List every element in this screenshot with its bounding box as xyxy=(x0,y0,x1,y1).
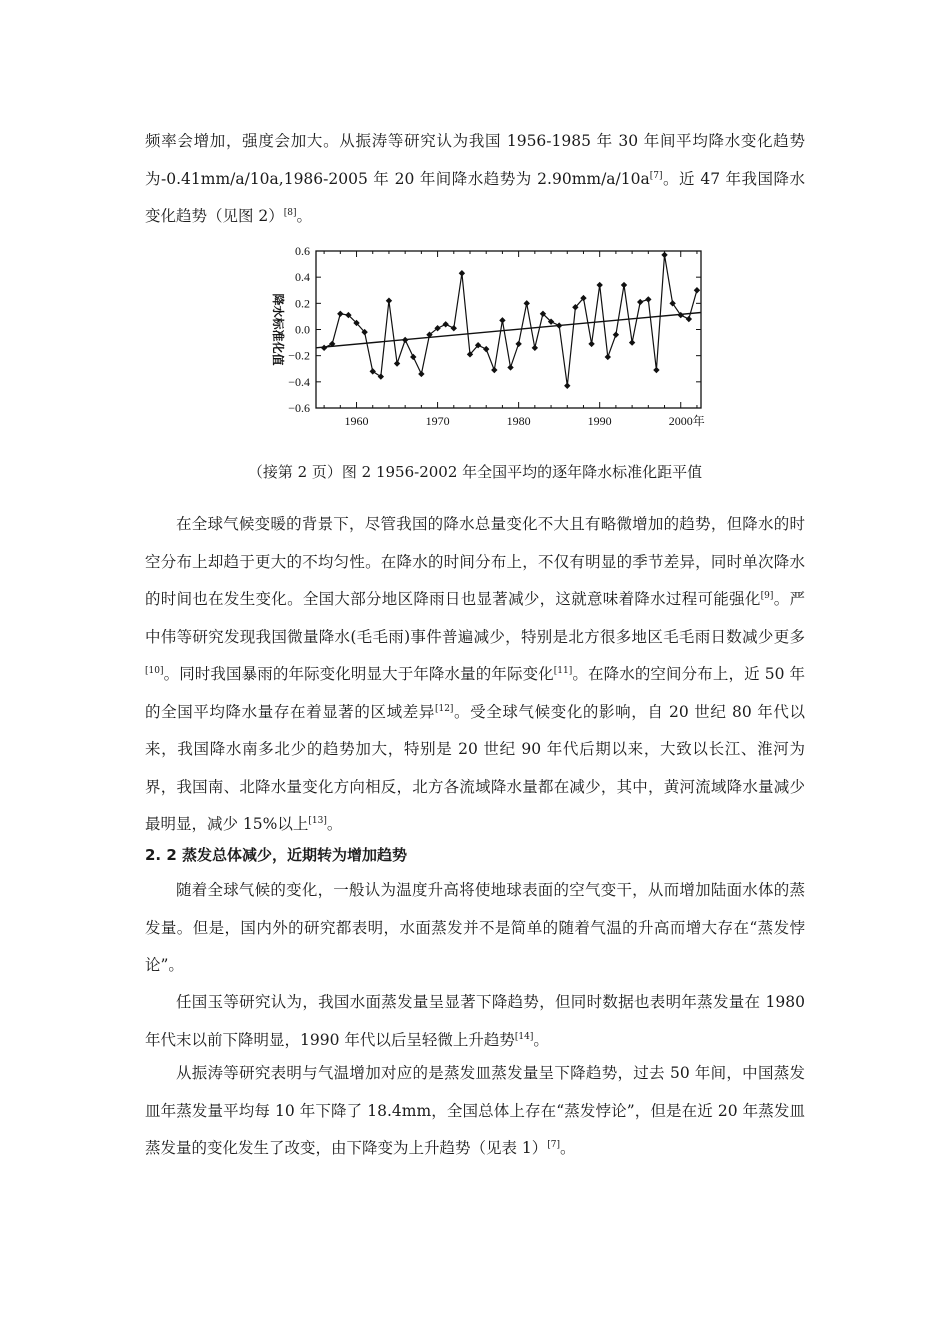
data-point xyxy=(410,354,416,360)
data-point xyxy=(694,287,700,293)
paragraph-text: 。同时我国暴雨的年际变化明显大于年降水量的年际变化 xyxy=(163,665,554,683)
x-tick-label: 1980 xyxy=(506,414,531,428)
data-point xyxy=(596,282,602,288)
y-tick-label: 0.4 xyxy=(295,270,310,285)
paragraph-precipitation-distribution xyxy=(145,506,805,844)
x-tick-label: 1990 xyxy=(587,414,612,428)
data-point xyxy=(532,345,538,351)
paragraph-text: 频率会增加，强度会加大。从振涛等研究认为我国 1956-1985 年 30 年间平均降水变化趋势为-0.41mm/a/10a,1986-2005 年 20 年间降水趋势为 2.90mm/a/10a xyxy=(145,132,805,188)
data-point xyxy=(378,373,384,379)
data-point xyxy=(491,367,497,373)
citation-ref: [9] xyxy=(760,590,774,601)
section-heading: 2. 2 蒸发总体减少，近期转为增加趋势 xyxy=(145,846,408,864)
paragraph-text: 在全球气候变暖的背景下，尽管我国的降水总量变化不大且有略微增加的趋势，但降水的时空分布上却趋于更大的不均匀性。在降水的时间分布上，不仅有明显的季节差异，同时单次降水的时间也在发生变化。全国大部分地区降雨日也显著减少，这就意味着降水过程可能强化 xyxy=(145,515,805,608)
y-tick-label: −0.6 xyxy=(288,401,310,415)
citation-ref: [8] xyxy=(283,207,297,218)
data-point xyxy=(402,337,408,343)
paragraph-text: 。在降水的空间分布上，近 50 年的全国平均降水量存在着显著的区域差异 xyxy=(145,665,805,721)
paragraph-text: 。 xyxy=(533,1030,549,1049)
data-point xyxy=(394,360,400,366)
data-point xyxy=(653,367,659,373)
citation-ref: [11] xyxy=(553,665,573,676)
y-axis-label: 降水标准化值 xyxy=(271,293,285,366)
trend-line xyxy=(316,312,701,347)
data-point xyxy=(621,282,627,288)
citation-ref: [12] xyxy=(434,703,454,714)
paragraph-precipitation-trend xyxy=(145,123,805,236)
paragraph-text: 。 xyxy=(326,815,343,833)
data-point xyxy=(661,252,667,258)
y-tick-label: 0.6 xyxy=(295,244,310,258)
data-point xyxy=(337,311,343,317)
citation-ref: [7] xyxy=(649,170,663,181)
paragraph-evaporation-cong xyxy=(145,1055,805,1168)
data-point xyxy=(451,325,457,331)
x-tick-label: 2000年 xyxy=(668,414,705,428)
data-point xyxy=(645,296,651,302)
paragraph-text: 。 xyxy=(560,1139,576,1157)
data-point xyxy=(556,322,562,328)
x-tick-label: 1960 xyxy=(344,414,369,428)
data-point xyxy=(370,368,376,374)
data-point xyxy=(515,341,521,347)
data-point xyxy=(499,317,505,323)
data-point xyxy=(483,346,489,352)
paragraph-text: 从振涛等研究表明与气温增加对应的是蒸发皿蒸发量呈下降趋势，过去 50 年间，中国蒸发皿年蒸发量平均每 10 年下降了 18.4mm，全国总体上存在“蒸发悖论”，但是在近 20 年蒸发皿蒸发量的变化发生了改变，由下降变为上升趋势（见表 1） xyxy=(145,1064,805,1157)
paragraph-evaporation-intro xyxy=(145,872,805,985)
y-tick-label: 0.2 xyxy=(295,296,310,311)
paragraph-text: 随着全球气候的变化，一般认为温度升高将使地球表面的空气变干，从而增加陆面水体的蒸发量。但是，国内外的研究都表明，水面蒸发并不是简单的随着气温的升高而增大存在“蒸发悖论”。 xyxy=(145,881,805,974)
citation-ref: [13] xyxy=(308,815,327,826)
paragraph-text: 。 xyxy=(296,207,313,225)
data-point xyxy=(442,321,448,327)
y-tick-label: 0.0 xyxy=(295,322,310,337)
paragraph-text: 任国玉等研究认为，我国水面蒸发量呈显著下降趋势，但同时数据也表明年蒸发量在 1980 年代末以前下降明显，1990 年代以后呈轻微上升趋势 xyxy=(145,993,805,1049)
citation-ref: [10] xyxy=(145,665,164,676)
paragraph-text: 。严中伟等研究发现我国微量降水(毛毛雨)事件普遍减少，特别是北方很多地区毛毛雨日数减少更多 xyxy=(145,590,805,646)
paragraph-text: 。近 47 年我国降水变化趋势（见图 2） xyxy=(145,169,806,225)
data-point xyxy=(507,364,513,370)
y-tick-label: −0.2 xyxy=(288,348,310,363)
precipitation-chart xyxy=(258,242,718,442)
paragraph-text: 。受全球气候变化的影响，自 20 世纪 80 年代以来，我国降水南多北少的趋势加大，特别是 20 世纪 90 年代后期以来，大致以长江、淮河为界，我国南、北降水量变化方向相反，北方各流域降水量都在减少，其中，黄河流域降水量减少最明显，减少 15%以上 xyxy=(145,702,805,833)
data-point xyxy=(686,316,692,322)
data-point xyxy=(524,300,530,306)
data-point xyxy=(321,345,327,351)
paragraph-evaporation-ren xyxy=(145,984,805,1059)
data-point xyxy=(629,339,635,345)
data-point xyxy=(588,341,594,347)
figure-caption: （接第 2 页）图 2 1956-2002 年全国平均的逐年降水标准化距平值 xyxy=(247,463,703,481)
data-point xyxy=(386,298,392,304)
data-point xyxy=(564,383,570,389)
data-point xyxy=(605,354,611,360)
data-point xyxy=(418,371,424,377)
x-tick-label: 1970 xyxy=(425,414,450,428)
data-point xyxy=(637,299,643,305)
data-point xyxy=(459,270,465,276)
y-tick-label: −0.4 xyxy=(288,374,310,389)
data-point xyxy=(613,332,619,338)
citation-ref: [7] xyxy=(547,1139,561,1150)
citation-ref: [14] xyxy=(514,1031,534,1042)
